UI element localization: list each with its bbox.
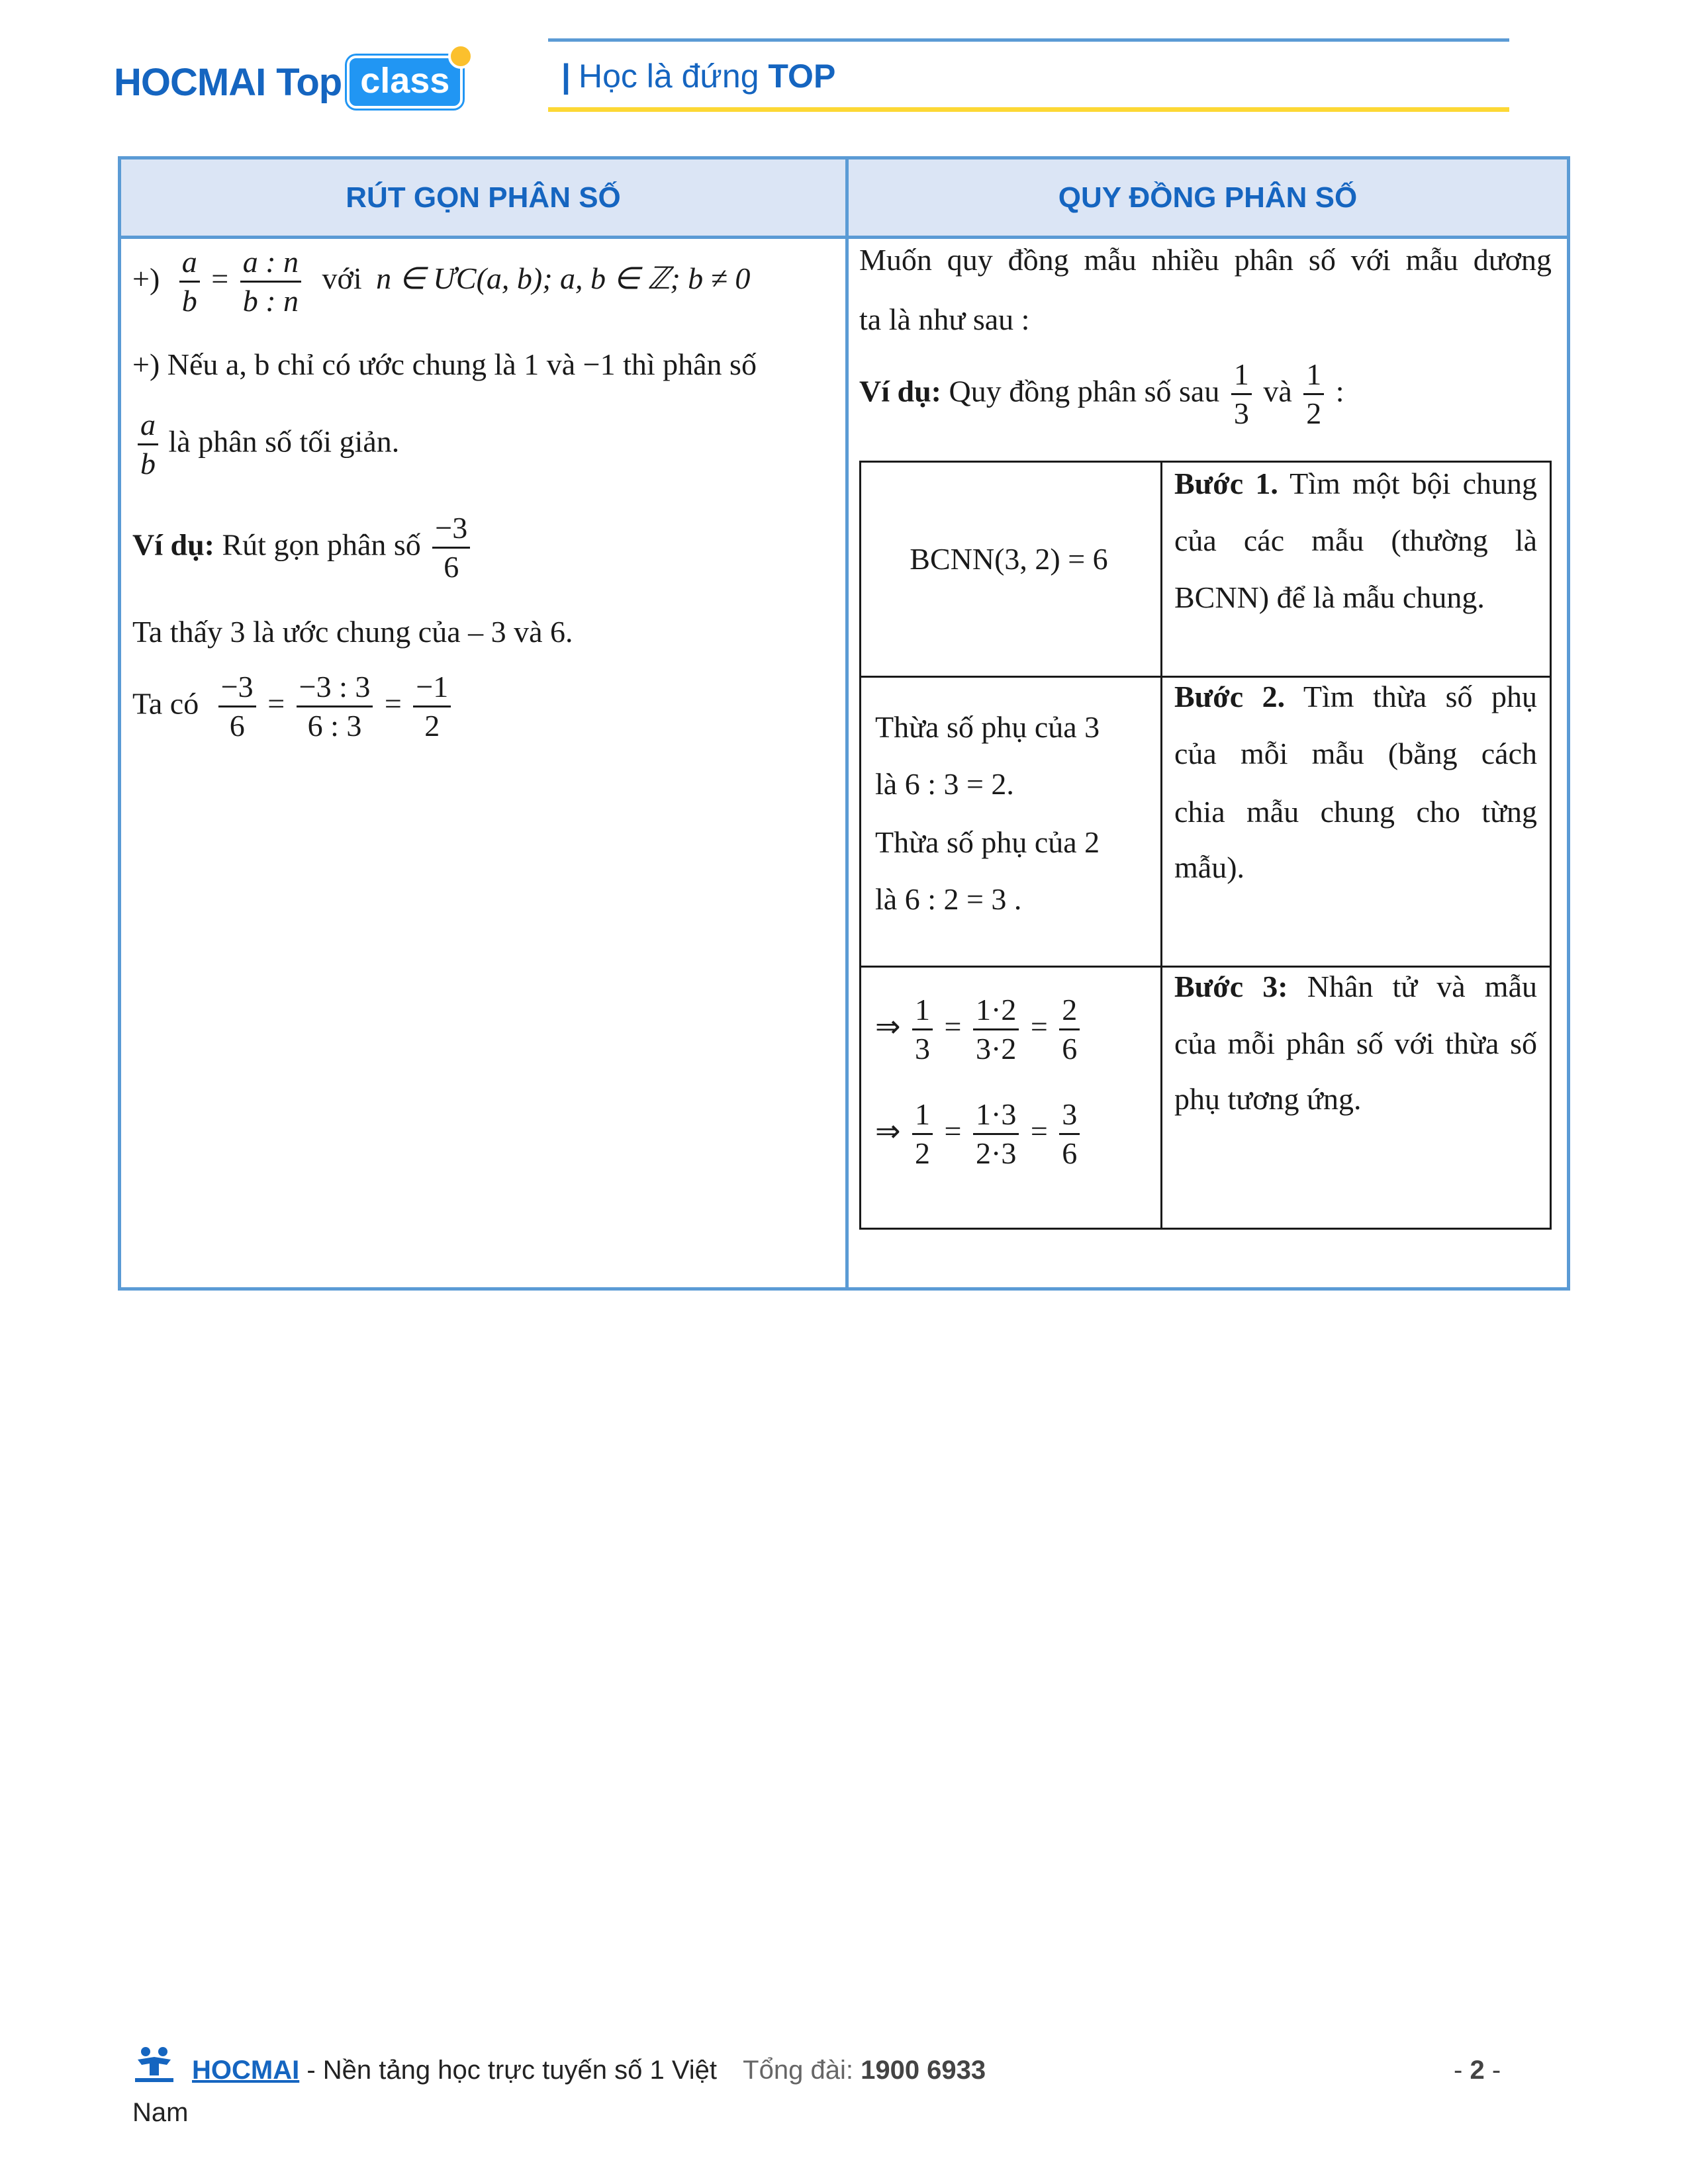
step-label: Bước 2.	[1174, 680, 1286, 713]
fraction-an-over-bn	[240, 246, 301, 318]
hocmai-footer-logo-icon	[132, 2045, 176, 2085]
step2-line4: mẫu).	[1174, 850, 1245, 884]
and-word: và	[1263, 374, 1292, 408]
logo-hocmai-text: HOCMAI	[114, 60, 266, 104]
step1-line1	[1174, 455, 1537, 512]
logo-class-text: class	[360, 61, 450, 101]
fraction-step-2	[297, 671, 373, 743]
logo-class-badge	[347, 56, 463, 109]
fraction-denominator: 2	[1306, 396, 1322, 431]
step3-line1	[1174, 958, 1537, 1015]
fraction-numerator: 1	[912, 994, 933, 1030]
fraction-numerator: a : n	[240, 246, 301, 283]
fraction	[1059, 1099, 1080, 1170]
heading-quy-dong: QUY ĐỒNG PHÂN SỐ	[1058, 181, 1358, 214]
fraction-1-over-2	[1303, 359, 1324, 430]
fraction-numerator: 1	[912, 1099, 933, 1135]
fraction-numerator: 1·3	[973, 1099, 1019, 1135]
steps-column-divider	[1160, 463, 1162, 1228]
fraction-denominator: 6	[444, 550, 459, 584]
logo-top-text: Top	[276, 60, 342, 104]
hocmai-topclass-logo	[114, 56, 463, 109]
step-label: Bước 1.	[1174, 467, 1278, 500]
rule-two-line1: +) Nếu a, b chỉ có ước chung là 1 và −1 thì phân số	[132, 347, 757, 381]
example-text: Rút gọn phân số	[222, 527, 421, 562]
fraction-minus3-over-6	[432, 512, 470, 584]
tagline-bar: |	[561, 58, 571, 95]
footer-tel-number: 1900 6933	[861, 2056, 986, 2085]
step2-left-line4: là 6 : 2 = 3 .	[875, 882, 1022, 916]
example-label: Ví dụ:	[859, 374, 941, 408]
fraction-denominator: 2·3	[976, 1136, 1017, 1171]
rule-one-prefix: +)	[132, 261, 160, 296]
example-label: Ví dụ:	[132, 527, 214, 562]
fraction-denominator: b : n	[242, 284, 299, 318]
fraction-denominator: 6	[229, 709, 245, 743]
step2-line2: của mỗi mẫu (bằng cách	[1174, 737, 1537, 770]
fraction-denominator: 3·2	[976, 1032, 1017, 1066]
fraction-denominator: 3	[1233, 396, 1249, 431]
fraction-numerator: −3	[218, 671, 256, 707]
fraction	[1059, 994, 1080, 1066]
footer-line	[192, 2056, 986, 2085]
fraction	[912, 1099, 933, 1170]
implies-arrow: ⇒	[875, 1009, 901, 1044]
step1-line2: của các mẫu (thường là	[1174, 523, 1537, 557]
fraction-step-3	[413, 671, 451, 743]
step3-eq-b	[875, 1099, 1084, 1170]
implies-arrow: ⇒	[875, 1114, 901, 1148]
fraction	[973, 1099, 1019, 1170]
left-example	[132, 512, 474, 584]
left-observation: Ta thấy 3 là ước chung của – 3 và 6.	[132, 615, 573, 649]
equals-sign: =	[267, 686, 285, 721]
rule-one-condition: n ∈ ƯC(a, b); a, b ∈ ℤ; b ≠ 0	[376, 261, 751, 296]
step3-text1: Nhân tử và mẫu	[1307, 970, 1538, 1003]
header-rule-bottom	[548, 107, 1509, 112]
heading-rut-gon: RÚT GỌN PHÂN SỐ	[346, 181, 621, 214]
fraction-numerator: 3	[1059, 1099, 1080, 1135]
step2-text1: Tìm thừa số phụ	[1303, 680, 1537, 713]
colon: :	[1335, 374, 1344, 408]
fraction-denominator: b	[140, 447, 156, 481]
taco-text: Ta có	[132, 686, 199, 721]
rule-two-line2	[138, 409, 399, 480]
step2-left-line2: là 6 : 3 = 2.	[875, 767, 1014, 801]
right-intro-line2: ta là như sau :	[859, 302, 1030, 336]
fraction-numerator: 1	[1231, 359, 1252, 395]
rule-one	[132, 246, 750, 318]
step3-line3: phụ tương ứng.	[1174, 1082, 1362, 1116]
example-text: Quy đồng phân số sau	[949, 374, 1220, 408]
footer-slogan: - Nền tảng học trực tuyến số 1 Việt	[299, 2056, 718, 2085]
fraction-numerator: −3 : 3	[297, 671, 373, 707]
fraction	[973, 994, 1019, 1066]
equals-sign: =	[211, 261, 229, 296]
footer-nam: Nam	[132, 2098, 189, 2127]
step1-left: BCNN(3, 2) = 6	[910, 542, 1108, 576]
page-number	[1454, 2056, 1501, 2085]
fraction-numerator: 2	[1059, 994, 1080, 1030]
right-intro-line1: Muốn quy đồng mẫu nhiều phân số với mẫu dương	[859, 243, 1552, 277]
fraction-denominator: 6 : 3	[307, 709, 362, 743]
step1-text1: Tìm một bội chung	[1289, 467, 1538, 500]
fraction-numerator: a	[179, 246, 200, 283]
header-tagline	[561, 57, 835, 95]
fraction-a-over-b	[179, 246, 200, 318]
fraction	[912, 994, 933, 1066]
right-example	[859, 359, 1344, 430]
fraction-1-over-3	[1231, 359, 1252, 430]
fraction-numerator: 1	[1303, 359, 1324, 395]
fraction-denominator: b	[181, 284, 197, 318]
column-divider	[845, 159, 849, 1287]
page-dash: -	[1491, 2056, 1501, 2085]
tagline-top: TOP	[768, 58, 836, 95]
page-dash: -	[1454, 2056, 1463, 2085]
step2-left-line3: Thừa số phụ của 2	[875, 825, 1100, 859]
fraction-denominator: 2	[424, 709, 440, 743]
tagline-text: Học là đứng	[579, 58, 759, 95]
fraction-denominator: 6	[1062, 1032, 1078, 1066]
fraction-denominator: 3	[915, 1032, 931, 1066]
table-header-row	[121, 159, 1567, 239]
equals-sign: =	[384, 686, 402, 721]
fraction-numerator: −1	[413, 671, 451, 707]
fraction-step-1	[218, 671, 256, 743]
fraction-numerator: 1·2	[973, 994, 1019, 1030]
step2-line1	[1174, 668, 1537, 725]
footer-brand-link[interactable]: HOCMAI	[192, 2056, 300, 2085]
step3-line2: của mỗi phân số với thừa số	[1174, 1026, 1537, 1060]
step-label: Bước 3:	[1174, 970, 1288, 1003]
step2-line3: chia mẫu chung cho từng	[1174, 795, 1537, 829]
rule-one-cond-word: với	[322, 261, 362, 296]
fraction-numerator: −3	[432, 512, 470, 549]
step2-left-line1: Thừa số phụ của 3	[875, 710, 1100, 744]
fraction-a-over-b	[138, 409, 158, 480]
equals-sign: =	[1030, 1009, 1048, 1044]
step3-eq-a	[875, 994, 1084, 1066]
left-computation	[132, 671, 455, 743]
fraction-denominator: 6	[1062, 1136, 1078, 1171]
page-number-value: 2	[1470, 2056, 1485, 2085]
star-icon	[448, 44, 473, 69]
footer-tel-label: Tổng đài:	[743, 2056, 853, 2085]
equals-sign: =	[1030, 1114, 1048, 1148]
equals-sign: =	[944, 1009, 962, 1044]
fraction-denominator: 2	[915, 1136, 931, 1171]
header-rule-top	[548, 38, 1509, 42]
fraction-numerator: a	[138, 409, 158, 445]
rule-two-text: là phân số tối giản.	[168, 424, 400, 459]
equals-sign: =	[944, 1114, 962, 1148]
step1-line3: BCNN) để là mẫu chung.	[1174, 580, 1485, 614]
